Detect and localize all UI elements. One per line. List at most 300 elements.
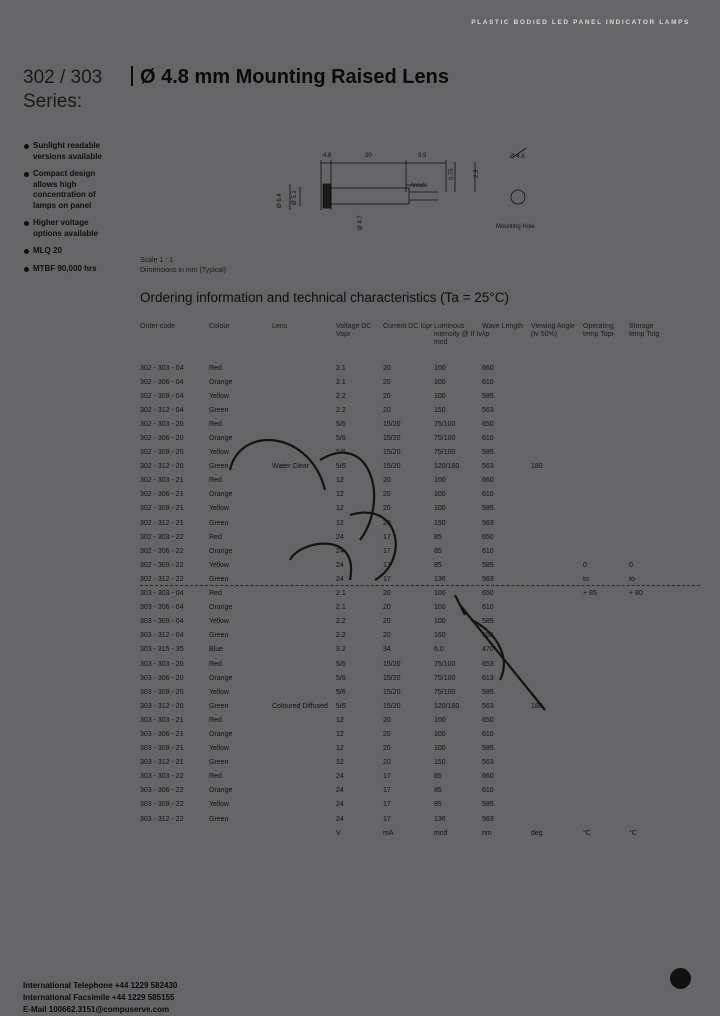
table-cell: 585: [482, 688, 494, 696]
table-cell: Green: [209, 463, 229, 471]
table-cell: 5/6: [336, 449, 346, 457]
feature-item: MLQ 20: [24, 246, 119, 257]
table-cell: [272, 798, 336, 812]
table-cell: 650: [482, 590, 494, 598]
table-cell: 85: [434, 533, 442, 541]
table-cell: 5/6: [336, 688, 346, 696]
table-cell: Yellow: [209, 688, 229, 696]
table-cell: 100: [434, 505, 446, 513]
table-cell: [531, 812, 583, 826]
table-cell: [583, 812, 629, 826]
table-cell: [272, 812, 336, 826]
table-row: [140, 756, 669, 770]
table-cell: [629, 375, 669, 389]
unit-cell: mA: [383, 829, 394, 837]
table-cell: 85: [434, 801, 442, 809]
table-row: [140, 770, 669, 784]
table-cell: 302 - 309 - 22: [140, 561, 184, 569]
table-cell: [629, 601, 669, 615]
table-cell: 302 - 309 - 20: [140, 449, 184, 457]
table-cell: 303 - 306 - 21: [140, 730, 184, 738]
table-cell: 303 - 312 - 22: [140, 815, 184, 823]
table-cell: 85: [434, 561, 442, 569]
table-cell: 302 - 312 - 20: [140, 463, 184, 471]
table-cell: [531, 770, 583, 784]
table-cell: 100: [434, 378, 446, 386]
table-cell: 100: [434, 745, 446, 753]
table-row: [140, 784, 669, 798]
table-cell: 85: [434, 787, 442, 795]
table-cell: Yellow: [209, 449, 229, 457]
table-cell: 653: [482, 660, 494, 668]
table-cell: 12: [336, 491, 344, 499]
table-cell: 3.2: [336, 646, 346, 654]
table-cell: 585: [482, 449, 494, 457]
feature-list: [24, 141, 119, 281]
table-cell: 585: [482, 561, 494, 569]
table-cell: 585: [482, 392, 494, 400]
table-cell: 585: [482, 745, 494, 753]
table-cell: 303 - 309 - 22: [140, 801, 184, 809]
table-cell: [583, 756, 629, 770]
table-cell: [629, 516, 669, 530]
table-cell: [531, 798, 583, 812]
table-cell: 610: [482, 435, 494, 443]
table-cell: 20: [383, 590, 391, 598]
table-cell: 150: [434, 519, 446, 527]
table-cell: 100: [434, 604, 446, 612]
unit-cell: [272, 826, 336, 840]
col-header: Storage temp Tstg: [629, 323, 660, 338]
table-cell: [629, 417, 669, 431]
table-cell: [583, 615, 629, 629]
table-cell: 75/100: [434, 420, 456, 428]
table-cell: Green: [209, 702, 229, 710]
table-cell: [629, 671, 669, 685]
table-cell: 302 - 312 - 22: [140, 575, 184, 583]
table-cell: 563: [482, 632, 494, 640]
table-cell: [629, 770, 669, 784]
dim-hole-4-8: Ø 4.8: [510, 154, 525, 160]
col-header: Luminous intensity @ If Iv mcd: [434, 323, 482, 346]
col-header: Order code: [140, 323, 176, 330]
table-cell: 5/6: [336, 702, 346, 710]
table-cell: [629, 403, 669, 417]
table-cell: 660: [482, 477, 494, 485]
table-cell: 17: [383, 533, 391, 541]
table-cell: 20: [383, 491, 391, 499]
section-title: Ordering information and technical characteristics (Ta = 25°C): [140, 290, 509, 305]
table-cell: Orange: [209, 491, 233, 499]
table-cell: 613: [482, 674, 494, 682]
dim-5-1: Ø 5.1: [292, 190, 298, 205]
table-cell: 20: [383, 716, 391, 724]
table-cell: Blue: [209, 646, 224, 654]
table-cell: 85: [434, 773, 442, 781]
table-cell: 303 - 306 - 20: [140, 674, 184, 682]
table-cell: Red: [209, 533, 222, 541]
footer-fax: International Facsimile +44 1229 585155: [23, 993, 175, 1002]
footer-email[interactable]: E-Mail 100662.3151@compuserve.com: [23, 1005, 170, 1014]
dimension-drawing: [268, 140, 568, 235]
col-header: Current DC Iopr: [383, 323, 433, 330]
table-cell: [629, 488, 669, 502]
table-cell: 24: [336, 815, 344, 823]
table-cell: [629, 530, 669, 544]
table-cell: 180: [531, 463, 543, 471]
table-cell: [531, 389, 583, 403]
table-cell: 17: [383, 773, 391, 781]
table-cell: [629, 460, 669, 474]
table-cell: Orange: [209, 378, 233, 386]
table-cell: 5/6: [336, 420, 346, 428]
dim-6-4: Ø 6.4: [277, 193, 283, 208]
table-cell: 0: [629, 561, 633, 569]
table-cell: 563: [482, 759, 494, 767]
table-cell: 12: [336, 745, 344, 753]
table-cell: 24: [336, 533, 344, 541]
table-cell: [272, 742, 336, 756]
brand-logo-dot: [670, 968, 691, 989]
pen-scribble-overlay: [200, 420, 560, 730]
table-cell: Yellow: [209, 561, 229, 569]
table-cell: [583, 431, 629, 445]
dim-2-3: 2.3: [474, 169, 480, 178]
table-cell: Red: [209, 590, 222, 598]
table-cell: [629, 756, 669, 770]
table-cell: 610: [482, 491, 494, 499]
table-cell: 17: [383, 801, 391, 809]
table-cell: 303 - 303 - 21: [140, 716, 184, 724]
footer-phone: International Telephone +44 1229 582430: [23, 981, 178, 990]
table-cell: 15/20: [383, 435, 401, 443]
table-cell: 100: [434, 590, 446, 598]
dim-4-7: Ø 4.7: [358, 215, 364, 230]
table-cell: 5/6: [336, 435, 346, 443]
table-cell: [629, 544, 669, 558]
table-cell: [583, 460, 629, 474]
table-cell: 563: [482, 702, 494, 710]
table-cell: 650: [482, 420, 494, 428]
table-cell: [531, 756, 583, 770]
table-cell: 470: [482, 646, 494, 654]
table-cell: [272, 389, 336, 403]
table-cell: [583, 403, 629, 417]
table-cell: 303 - 309 - 20: [140, 688, 184, 696]
table-cell: 610: [482, 787, 494, 795]
table-cell: 585: [482, 801, 494, 809]
table-cell: 136: [434, 815, 446, 823]
table-cell: Orange: [209, 435, 233, 443]
dim-20: 20: [365, 153, 372, 159]
table-cell: 20: [383, 730, 391, 738]
table-cell: 12: [336, 505, 344, 513]
table-cell: Red: [209, 660, 222, 668]
table-cell: [583, 474, 629, 488]
table-cell: 100: [434, 477, 446, 485]
table-cell: [629, 685, 669, 699]
table-cell: [629, 812, 669, 826]
scale-ratio: Scale 1 : 1: [140, 257, 174, 264]
table-cell: [583, 671, 629, 685]
table-cell: [531, 403, 583, 417]
table-cell: 303 - 303 - 22: [140, 773, 184, 781]
table-cell: 660: [482, 364, 494, 372]
table-cell: 303 - 303 - 04: [140, 590, 184, 598]
table-cell: 12: [336, 477, 344, 485]
col-header: Operating temp Topr: [583, 323, 614, 338]
table-cell: Green: [209, 406, 229, 414]
table-cell: 100: [434, 364, 446, 372]
table-cell: 15/20: [383, 420, 401, 428]
table-cell: [583, 643, 629, 657]
table-cell: 75/100: [434, 674, 456, 682]
table-cell: Green: [209, 632, 229, 640]
col-header: Lens: [272, 323, 288, 330]
table-cell: Orange: [209, 674, 233, 682]
unit-cell: [140, 826, 209, 840]
scale-note: [140, 256, 226, 276]
page-title: [131, 66, 449, 89]
unit-cell: [209, 826, 272, 840]
table-cell: [583, 488, 629, 502]
page-title-text: Ø 4.8 mm Mounting Raised Lens: [140, 66, 449, 88]
table-cell: [629, 615, 669, 629]
table-cell: 303 - 303 - 20: [140, 660, 184, 668]
table-cell: 12: [336, 759, 344, 767]
table-cell: [629, 784, 669, 798]
table-cell: [629, 798, 669, 812]
table-cell: 302 - 306 - 20: [140, 435, 184, 443]
table-cell: Green: [209, 575, 229, 583]
table-cell: [583, 516, 629, 530]
table-cell: [272, 756, 336, 770]
table-cell: 303 - 306 - 04: [140, 604, 184, 612]
table-cell: 302 - 303 - 21: [140, 477, 184, 485]
table-cell: 302 - 303 - 20: [140, 420, 184, 428]
feature-item: MTBF 90,000 hrs: [24, 264, 119, 275]
table-cell: [629, 727, 669, 741]
table-cell: 20: [383, 604, 391, 612]
table-cell: 0: [583, 561, 587, 569]
table-row: [140, 742, 669, 756]
table-cell: [629, 389, 669, 403]
table-cell: Yellow: [209, 505, 229, 513]
table-row: [140, 812, 669, 826]
table-cell: 17: [383, 575, 391, 583]
table-cell: 563: [482, 519, 494, 527]
table-row: [140, 389, 669, 403]
dim-9-9: 9.9: [418, 153, 427, 159]
table-cell: [629, 657, 669, 671]
series-title: [23, 66, 102, 114]
dimension-units: Dimensions in mm (Typical): [140, 267, 226, 274]
table-cell: Orange: [209, 730, 233, 738]
table-cell: 20: [383, 618, 391, 626]
table-cell: [629, 643, 669, 657]
feature-item: Compact design allows high concentration of lamps on panel: [24, 169, 119, 211]
table-row: [140, 361, 669, 375]
table-cell: 20: [383, 632, 391, 640]
header-tag: PLASTIC BODIED LED PANEL INDICATOR LAMPS: [471, 19, 690, 26]
table-cell: [583, 544, 629, 558]
table-cell: Red: [209, 477, 222, 485]
table-cell: Coloured Diffused: [272, 702, 328, 710]
table-cell: 5/6: [336, 674, 346, 682]
table-cell: [583, 657, 629, 671]
table-cell: 17: [383, 561, 391, 569]
table-cell: 136: [434, 575, 446, 583]
table-cell: + 80: [629, 590, 643, 598]
table-cell: 302 - 303 - 04: [140, 364, 184, 372]
table-cell: 585: [482, 505, 494, 513]
table-cell: Orange: [209, 787, 233, 795]
table-cell: 2.1: [336, 590, 346, 598]
table-cell: 15/20: [383, 463, 401, 471]
table-cell: 24: [336, 801, 344, 809]
table-cell: Green: [209, 815, 229, 823]
table-cell: 5/6: [336, 463, 346, 471]
anode-label: Anode: [410, 183, 428, 189]
table-cell: [531, 742, 583, 756]
table-cell: 610: [482, 547, 494, 555]
table-cell: 100: [434, 618, 446, 626]
table-cell: [272, 784, 336, 798]
table-cell: 100: [434, 392, 446, 400]
mounting-hole-label: Mounting Hole: [496, 224, 535, 230]
table-cell: 650: [482, 716, 494, 724]
table-cell: [629, 502, 669, 516]
table-cell: Red: [209, 420, 222, 428]
table-cell: 20: [383, 505, 391, 513]
table-cell: 24: [336, 773, 344, 781]
table-cell: [531, 361, 583, 375]
table-cell: 75/100: [434, 688, 456, 696]
table-cell: to: [583, 575, 589, 583]
table-cell: 303 - 312 - 04: [140, 632, 184, 640]
table-cell: [583, 713, 629, 727]
table-cell: [583, 699, 629, 713]
table-cell: 150: [434, 759, 446, 767]
table-cell: 2.2: [336, 406, 346, 414]
table-cell: Green: [209, 519, 229, 527]
table-cell: 302 - 309 - 04: [140, 392, 184, 400]
table-row: [140, 798, 669, 812]
table-cell: 20: [383, 519, 391, 527]
table-cell: Yellow: [209, 745, 229, 753]
table-cell: [583, 417, 629, 431]
table-cell: 302 - 306 - 04: [140, 378, 184, 386]
table-cell: [272, 361, 336, 375]
table-cell: 5/6: [336, 660, 346, 668]
table-cell: [629, 474, 669, 488]
table-cell: 6.0: [434, 646, 444, 654]
table-cell: [531, 375, 583, 389]
table-cell: 20: [383, 745, 391, 753]
table-cell: 2.2: [336, 392, 346, 400]
table-cell: 2.2: [336, 618, 346, 626]
col-header: Voltage DC Vopr: [336, 323, 372, 338]
table-cell: to: [629, 575, 635, 583]
table-cell: [629, 629, 669, 643]
table-cell: 303 - 312 - 21: [140, 759, 184, 767]
table-cell: 34: [383, 646, 391, 654]
table-cell: 302 - 306 - 22: [140, 547, 184, 555]
table-row: [140, 403, 669, 417]
col-header: Viewing Angle (Iv 50%): [531, 323, 575, 338]
table-cell: [272, 403, 336, 417]
table-cell: 15/20: [383, 674, 401, 682]
table-cell: 563: [482, 463, 494, 471]
table-cell: 302 - 312 - 04: [140, 406, 184, 414]
table-cell: Red: [209, 773, 222, 781]
table-cell: Red: [209, 716, 222, 724]
table-cell: 24: [336, 575, 344, 583]
table-cell: 100: [434, 730, 446, 738]
table-cell: Water Clear: [272, 463, 310, 471]
table-cell: Green: [209, 759, 229, 767]
table-row: [140, 375, 669, 389]
table-cell: 303 - 306 - 22: [140, 787, 184, 795]
table-cell: [583, 389, 629, 403]
table-cell: 610: [482, 604, 494, 612]
table-cell: 24: [336, 547, 344, 555]
table-cell: 24: [336, 787, 344, 795]
table-cell: 120/160: [434, 463, 460, 471]
table-cell: [583, 727, 629, 741]
table-cell: 120/160: [434, 702, 460, 710]
unit-cell: deg: [531, 829, 543, 837]
table-cell: [272, 770, 336, 784]
table-cell: 302 - 306 - 21: [140, 491, 184, 499]
table-cell: [583, 502, 629, 516]
table-cell: 20: [383, 759, 391, 767]
table-cell: 180: [531, 702, 543, 710]
series-label: Series:: [23, 91, 83, 112]
table-cell: 2.1: [336, 378, 346, 386]
table-cell: 20: [383, 477, 391, 485]
table-cell: 15/20: [383, 449, 401, 457]
dim-4-8: 4.8: [323, 153, 332, 159]
table-cell: [583, 601, 629, 615]
table-cell: 303 - 309 - 04: [140, 618, 184, 626]
table-cell: 650: [482, 533, 494, 541]
table-cell: 15/20: [383, 702, 401, 710]
table-cell: 15/20: [383, 660, 401, 668]
table-cell: 2.2: [336, 632, 346, 640]
table-cell: 24: [336, 561, 344, 569]
table-cell: [629, 699, 669, 713]
table-cell: Yellow: [209, 392, 229, 400]
table-cell: Orange: [209, 547, 233, 555]
table-cell: 2.1: [336, 604, 346, 612]
table-cell: 302 - 309 - 21: [140, 505, 184, 513]
table-cell: 12: [336, 519, 344, 527]
table-cell: 20: [383, 378, 391, 386]
table-cell: 563: [482, 575, 494, 583]
table-cell: Red: [209, 364, 222, 372]
table-cell: [583, 798, 629, 812]
table-cell: 75/100: [434, 660, 456, 668]
table-cell: [583, 742, 629, 756]
table-cell: Yellow: [209, 618, 229, 626]
table-cell: 303 - 312 - 20: [140, 702, 184, 710]
table-cell: 660: [482, 773, 494, 781]
feature-item: Sunlight readable versions available: [24, 141, 119, 162]
table-cell: 303 - 315 - 35: [140, 646, 184, 654]
table-cell: Orange: [209, 604, 233, 612]
table-cell: 75/100: [434, 435, 456, 443]
